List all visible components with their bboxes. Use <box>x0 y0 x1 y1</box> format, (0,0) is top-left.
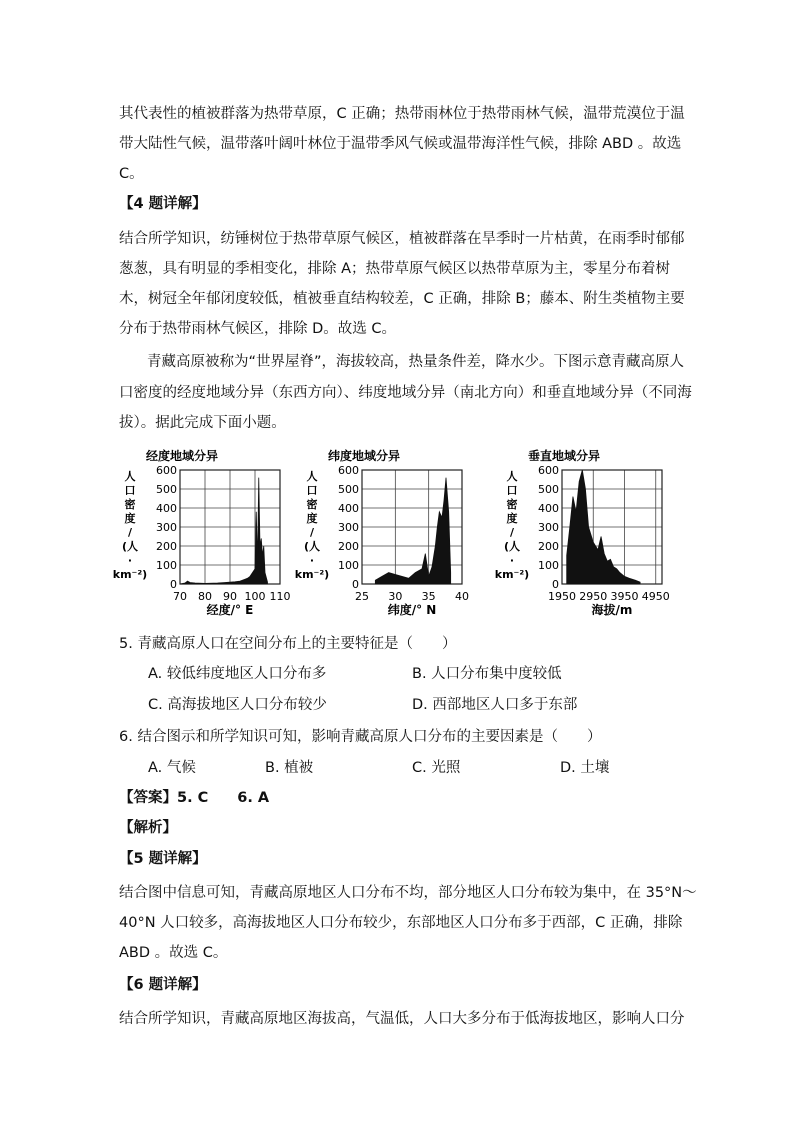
chart-altitude <box>494 448 690 622</box>
y-axis-label-char: km⁻²) <box>294 568 330 581</box>
question-5-stem: 5. 青藏高原人口在空间分布上的主要特征是（ ） <box>119 636 457 652</box>
explanation-line: 结合所学知识，青藏高原地区海拔高，气温低，人口大多分布于低海拔地区，影响人口分 <box>119 1011 685 1027</box>
chart-title: 纬度地域分异 <box>328 449 401 463</box>
x-tick-label: 100 <box>244 590 266 603</box>
y-axis-label-char: (人 <box>503 540 521 553</box>
question-6-stem: 6. 结合图示和所学知识可知，影响青藏高原人口分布的主要因素是（ ） <box>119 729 602 745</box>
explanation-line: 结合图中信息可知，青藏高原地区人口分布不均，部分地区人口分布较为集中，在 35°N～ <box>119 885 697 901</box>
y-axis-label-char: (人 <box>121 540 139 553</box>
y-axis-label-char: 口 <box>506 484 518 497</box>
section-heading: 【5 题详解】 <box>119 851 207 867</box>
y-axis-label-char: 密 <box>506 498 518 511</box>
chart-title: 经度地域分异 <box>146 449 219 463</box>
x-tick-label: 30 <box>388 590 403 603</box>
q5-option-d: D. 西部地区人口多于东部 <box>412 697 578 713</box>
y-tick-label: 100 <box>338 559 359 572</box>
q5-option-a: A. 较低纬度地区人口分布多 <box>148 666 327 682</box>
y-tick-label: 0 <box>170 578 177 591</box>
chart-latitude-svg <box>294 448 490 618</box>
y-axis-label-char: km⁻²) <box>112 568 148 581</box>
y-tick-label: 400 <box>338 502 359 515</box>
q6-option-d: D. 土壤 <box>560 760 610 776</box>
y-axis-label-char: 人 <box>124 470 136 483</box>
paragraph-line: 结合所学知识，纺锤树位于热带草原气候区，植被群落在旱季时一片枯黄，在雨季时郁郁 <box>119 231 685 247</box>
paragraph-line: 带大陆性气候，温带落叶阔叶林位于温带季风气候或温带海洋性气候，排除 ABD 。故选 <box>119 136 682 152</box>
y-axis-label-char: 度 <box>124 512 136 525</box>
y-axis-label-char: 口 <box>124 484 136 497</box>
y-tick-label: 200 <box>156 540 177 553</box>
y-axis-label-char: · <box>509 554 515 567</box>
paragraph-line: 木，树冠全年郁闭度较低，植被垂直结构较差，C 正确，排除 B；藤本、附生类植物主要 <box>119 291 685 307</box>
chart-longitude-svg <box>112 448 308 618</box>
data-area <box>180 478 268 584</box>
x-tick-label: 25 <box>355 590 369 603</box>
q6-option-a: A. 气候 <box>148 760 196 776</box>
y-axis-label-char: / <box>509 526 515 539</box>
y-axis-label-char: 度 <box>306 512 318 525</box>
paragraph-line: 其代表性的植被群落为热带草原，C 正确；热带雨林位于热带雨林气候，温带荒漠位于温 <box>119 106 685 122</box>
paragraph-line: 口密度的经度地域分异（东西方向）、纬度地域分异（南北方向）和垂直地域分异（不同海 <box>119 385 692 401</box>
y-axis-label-char: 度 <box>506 512 518 525</box>
y-tick-label: 500 <box>338 483 359 496</box>
q6-option-b: B. 植被 <box>265 760 314 776</box>
x-tick-label: 70 <box>173 590 187 603</box>
y-tick-label: 200 <box>538 540 559 553</box>
y-tick-label: 0 <box>552 578 559 591</box>
q6-option-c: C. 光照 <box>412 760 461 776</box>
y-axis-label-char: 密 <box>124 498 136 511</box>
x-tick-label: 40 <box>455 590 469 603</box>
explanation-line: 40°N 人口较多，高海拔地区人口分布较少，东部地区人口分布多于西部，C 正确，排除 <box>119 915 683 931</box>
chart-latitude <box>294 448 490 622</box>
y-tick-label: 300 <box>156 521 177 534</box>
y-axis-label-char: / <box>127 526 133 539</box>
analysis-heading: 【解析】 <box>119 820 177 836</box>
x-tick-label: 3950 <box>610 590 639 603</box>
section-heading: 【6 题详解】 <box>119 977 207 993</box>
x-tick-label: 1950 <box>548 590 576 603</box>
x-axis-label: 纬度/° N <box>387 603 437 617</box>
y-tick-label: 200 <box>338 540 359 553</box>
y-axis-label-char: 人 <box>506 470 518 483</box>
y-tick-label: 300 <box>338 521 359 534</box>
y-tick-label: 100 <box>538 559 559 572</box>
chart-title: 垂直地域分异 <box>528 449 601 463</box>
y-tick-label: 400 <box>538 502 559 515</box>
y-tick-label: 600 <box>338 464 359 477</box>
y-tick-label: 500 <box>156 483 177 496</box>
answer-line: 【答案】5. C 6. A <box>119 790 270 806</box>
x-tick-label: 4950 <box>641 590 670 603</box>
q5-option-b: B. 人口分布集中度较低 <box>412 666 562 682</box>
y-tick-label: 500 <box>538 483 559 496</box>
x-tick-label: 2950 <box>579 590 608 603</box>
y-axis-label-char: 口 <box>306 484 318 497</box>
x-axis-label: 经度/° E <box>206 603 254 617</box>
paragraph-line: 葱葱，具有明显的季相变化，排除 A；热带草原气候区以热带草原为主，零星分布着树 <box>119 261 671 277</box>
y-tick-label: 400 <box>156 502 177 515</box>
explanation-line: ABD 。故选 C。 <box>119 945 228 961</box>
y-tick-label: 0 <box>352 578 359 591</box>
y-axis-label-char: 人 <box>306 470 318 483</box>
y-tick-label: 100 <box>156 559 177 572</box>
y-tick-label: 600 <box>156 464 177 477</box>
y-axis-label-char: · <box>127 554 133 567</box>
section-heading: 【4 题详解】 <box>119 196 207 212</box>
x-tick-label: 110 <box>269 590 291 603</box>
y-tick-label: 300 <box>538 521 559 534</box>
x-tick-label: 80 <box>198 590 212 603</box>
y-axis-label-char: · <box>309 554 315 567</box>
x-axis-label: 海拔/m <box>591 603 633 617</box>
data-area <box>375 478 450 584</box>
paragraph-line: 拔）。据此完成下面小题。 <box>119 415 286 431</box>
y-tick-label: 600 <box>538 464 559 477</box>
y-axis-label-char: (人 <box>303 540 321 553</box>
x-tick-label: 35 <box>421 590 436 603</box>
paragraph-line: 青藏高原被称为“世界屋脊”，海拔较高，热量条件差，降水少。下图示意青藏高原人 <box>147 354 685 370</box>
chart-altitude-svg <box>494 448 690 618</box>
paragraph-line: C。 <box>119 166 144 182</box>
chart-longitude <box>112 448 308 622</box>
y-axis-label-char: / <box>309 526 315 539</box>
x-tick-label: 90 <box>223 590 237 603</box>
q5-option-c: C. 高海拔地区人口分布较少 <box>148 697 327 713</box>
paragraph-line: 分布于热带雨林气候区，排除 D。故选 C。 <box>119 321 397 337</box>
y-axis-label-char: 密 <box>306 498 318 511</box>
y-axis-label-char: km⁻²) <box>494 568 530 581</box>
